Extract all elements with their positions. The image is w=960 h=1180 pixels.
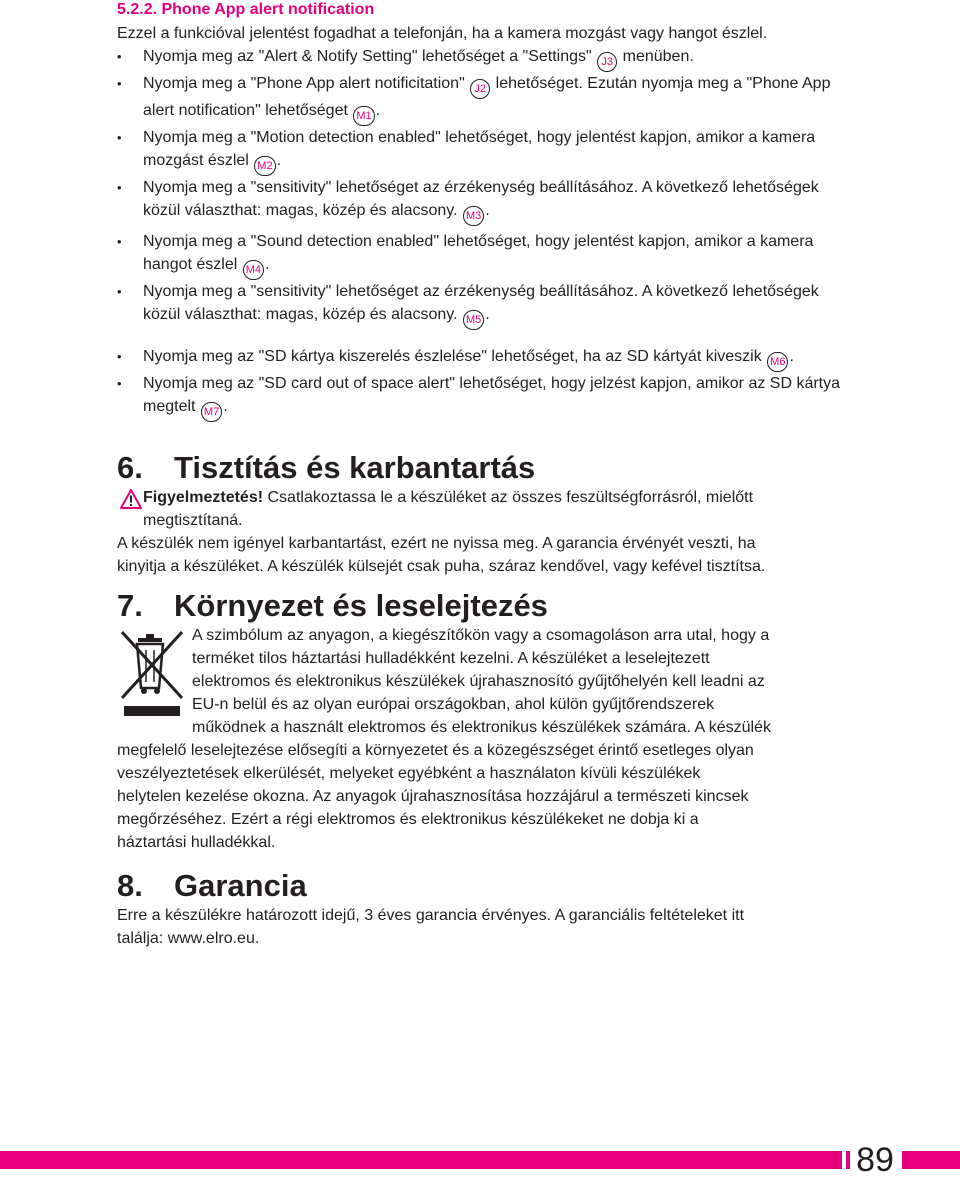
list-item: • Nyomja meg az "SD card out of space alert" lehetőséget, hogy jelzést kapjon, amikor az SD kártya megtelt M7 .: [117, 372, 847, 422]
section-title: Garancia: [174, 868, 307, 903]
footer-bar: [0, 1151, 960, 1169]
paragraph-line: Erre a készülékre határozott idejű, 3 éves garancia érvényes. A garanciális feltételeket itt: [117, 907, 745, 924]
steps-list-3: [117, 345, 847, 422]
subsection-heading: 5.2.2. Phone App alert notification: [117, 1, 375, 18]
paragraph-line: találja: www.elro.eu.: [117, 930, 260, 947]
list-item: • Nyomja meg az "Alert & Notify Setting" lehetőséget a "Settings" J3 menüben.: [117, 45, 847, 72]
section-7-heading: [117, 588, 548, 624]
callout-badge: J3: [597, 52, 617, 72]
callout-badge: J2: [470, 79, 490, 99]
callout-badge: M7: [201, 402, 222, 422]
section-8-heading: [117, 868, 307, 904]
callout-badge: M5: [463, 310, 484, 330]
section-number: 6.: [117, 450, 143, 485]
callout-badge: M6: [767, 352, 788, 372]
section-title: Tisztítás és karbantartás: [174, 450, 536, 485]
list-item: • Nyomja meg a "sensitivity" lehetőséget az érzékenység beállításához. A következő lehetőségek közül választhat: magas, közép és alacsony. M3 .: [117, 176, 847, 226]
section-title: Környezet és leselejtezés: [174, 588, 548, 623]
section-6-heading: [117, 450, 535, 486]
paragraph-line: megfelelő leselejtezése elősegíti a környezetet és a közegészséget érintő esetleges olyan: [117, 742, 754, 759]
paragraph-line: terméket tilos háztartási hulladékként kezelni. A készüléket a leselejtezett: [192, 650, 710, 667]
subsection-body: [117, 22, 847, 226]
list-item: • Nyomja meg az "SD kártya kiszerelés észlelése" lehetőséget, ha az SD kártyát kiveszik M6 .: [117, 345, 847, 372]
list-item: • Nyomja meg a "Phone App alert notificitation" J2 lehetőséget. Ezután nyomja meg a "Phone App alert notification" lehetőséget M1 .: [117, 72, 847, 126]
paragraph-line: háztartási hulladékkal.: [117, 834, 276, 851]
list-item: • Nyomja meg a "Sound detection enabled" lehetőséget, hogy jelentést kapjon, amikor a kamera hangot észlel M4 .: [117, 230, 847, 280]
warranty-paragraph: [117, 904, 847, 950]
section-number: 8.: [117, 868, 143, 903]
list-item: • Nyomja meg a "sensitivity" lehetőséget az érzékenység beállításához. A következő lehetőségek közül választhat: magas, közép és alacsony. M5 .: [117, 280, 847, 330]
environment-paragraph: [117, 624, 847, 854]
callout-badge: M2: [254, 156, 275, 176]
paragraph-line: megőrzéséhez. Ezért a régi elektromos és elektronikus készülékeket ne dobja ki a: [117, 811, 699, 828]
warning-text: megtisztítaná.: [143, 512, 243, 529]
footer-mark-left: [846, 1151, 850, 1169]
intro-paragraph: Ezzel a funkcióval jelentést fogadhat a telefonján, ha a kamera mozgást vagy hangot észlel.: [117, 25, 768, 42]
paragraph-line: kinyitja a készüléket. A készülék külsejét csak puha, száraz kendővel, vagy kefével tisztítsa.: [117, 558, 766, 575]
callout-badge: M4: [243, 260, 264, 280]
warning-text: Csatlakoztassa le a készüléket az összes feszültségforrásról, mielőtt: [267, 489, 754, 506]
callout-badge: M3: [463, 206, 484, 226]
paragraph-line: EU-n belül és az olyan európai országokban, ahol külön gyűjtőrendszerek: [192, 696, 715, 713]
section-number: 7.: [117, 588, 143, 623]
steps-list-1: [117, 45, 847, 226]
paragraph-line: A szimbólum az anyagon, a kiegészítőkön vagy a csomagoláson arra utal, hogy a: [192, 627, 770, 644]
warning-block: [117, 486, 847, 578]
paragraph-line: elektromos és elektronikus készülékek újrahasznosító gyűjtőhelyén kell leadni az: [192, 673, 765, 690]
footer-mark-right: [902, 1151, 906, 1169]
warning-label: Figyelmeztetés!: [143, 489, 264, 506]
page-number: 89: [856, 1141, 894, 1179]
paragraph-line: veszélyeztetések elkerülését, melyeket egyébként a használaton kívüli készülékek: [117, 765, 701, 782]
steps-list-2: [117, 230, 847, 330]
paragraph-line: működnek a használt elektromos és elektronikus készülékek számára. A készülék: [192, 719, 771, 736]
callout-badge: M1: [353, 106, 374, 126]
paragraph-line: A készülék nem igényel karbantartást, ezért ne nyissa meg. A garancia érvényét veszti, ha: [117, 535, 756, 552]
list-item: • Nyomja meg a "Motion detection enabled" lehetőséget, hogy jelentést kapjon, amikor a kamera mozgást észlel M2 .: [117, 126, 847, 176]
paragraph-line: helytelen kezelése okozna. Az anyagok újrahasznosítása hozzájárul a természeti kincsek: [117, 788, 749, 805]
